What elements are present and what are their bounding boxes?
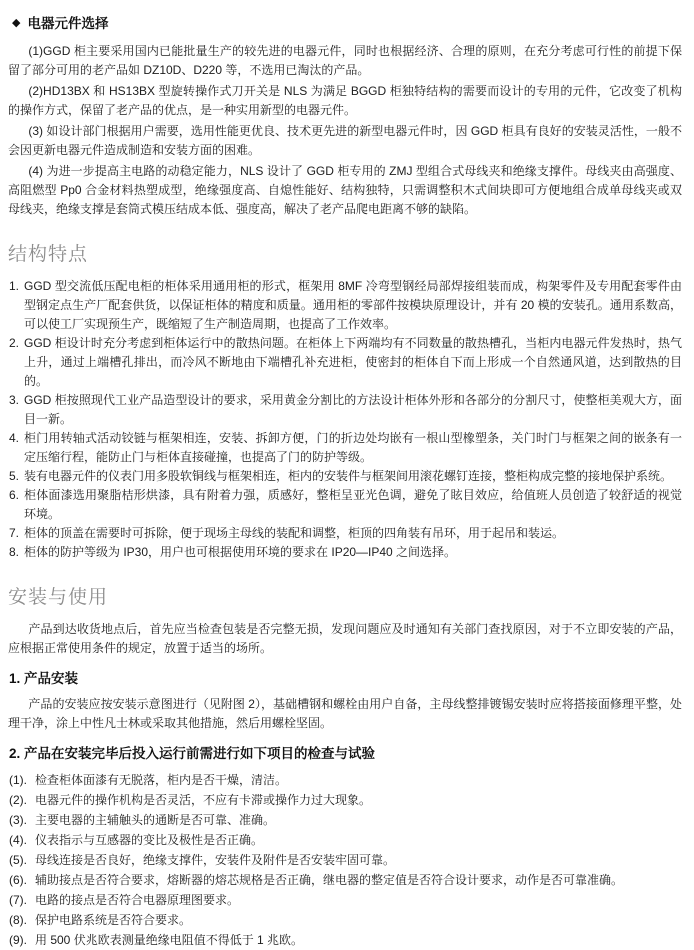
check-number: (7). [9, 893, 27, 907]
check-item-8 [9, 910, 682, 930]
feature-item-1 [9, 277, 682, 334]
check-text: 辅助接点是否符合要求，熔断器的熔芯规格是否正确，继电器的整定值是否符合设计要求，动作是否可靠准确。 [35, 873, 624, 887]
component-selection-paragraph-1: (1)GGD 柜主要采用国内已能批量生产的较先进的电器元件，同时也根据经济、合理的原则，在充分考虑可行性的前提下保留了部分可用的老产品如 DZ10D、D220 等，不选用已淘汰的产品。 [8, 44, 682, 77]
feature-item-3 [9, 391, 682, 429]
check-item-7 [9, 890, 682, 910]
feature-number: 1. [9, 279, 20, 293]
feature-number: 2. [9, 336, 20, 350]
check-text: 电路的接点是否符合电器原理图要求。 [35, 893, 240, 907]
subheading-pre-operation-checks: 2. 产品在安装完毕后投入运行前需进行如下项目的检查与试验 [9, 746, 376, 761]
check-text: 母线连接是否良好，绝缘支撑件，安装件及附件是否安装牢固可靠。 [35, 853, 396, 867]
feature-number: 5. [9, 469, 20, 483]
document-page [8, 12, 682, 950]
section-heading-structure-features: 结构特点 [8, 244, 89, 265]
feature-text: 柜体面漆选用聚脂桔形烘漆，具有附着力强，质感好，整柜呈亚光色调，避免了眩目效应，给值班人员创造了较舒适的视觉环境。 [24, 488, 682, 521]
feature-text: 柜门用转轴式活动铰链与框架相连，安装、拆卸方便，门的折边处均嵌有一根山型橡塑条，关门时门与框架之间的嵌条有一定压缩行程，能防止门与柜体直接碰撞，也提高了门的防护等级。 [24, 431, 682, 464]
check-item-5 [9, 850, 682, 870]
feature-item-7 [9, 524, 682, 543]
component-selection-paragraph-2: (2)HD13BX 和 HS13BX 型旋转操作式刀开关是 NLS 为满足 BGGD 柜独特结构的需要而设计的专用的元件，它改变了机构的操作方式，保留了老产品的优点，是一种实用新型的电器元件。 [8, 84, 682, 117]
feature-number: 6. [9, 488, 20, 502]
feature-item-8 [9, 543, 682, 562]
feature-item-6 [9, 486, 682, 524]
feature-text: 柜体的防护等级为 IP30，用户也可根据使用环境的要求在 IP20—IP40 之间选择。 [24, 545, 457, 559]
check-number: (8). [9, 913, 27, 927]
feature-item-4 [9, 429, 682, 467]
feature-item-5 [9, 467, 682, 486]
diamond-bullet-icon: ◆ [12, 16, 21, 29]
component-selection-paragraph-4: (4) 为进一步提高主电路的动稳定能力，NLS 设计了 GGD 柜专用的 ZMJ 型组合式母线夹和绝缘支撑件。母线夹由高强度、高阻燃型 Pp0 合金材料热塑成型，绝缘强度高、自熄性能好、结构独特，只需调整积木式间块即可方便地组合成单母线夹或双母线夹，绝缘支撑是套筒式模压结成本低、强度高，解决了老产品爬电距离不够的缺陷。 [8, 164, 682, 216]
check-text: 检查柜体面漆有无脱落，柜内是否干燥，清洁。 [35, 773, 288, 787]
check-text: 用 500 伏兆欧表测量绝缘电阻值不得低于 1 兆欧。 [35, 933, 304, 947]
feature-text: 柜体的顶盖在需要时可拆除，便于现场主母线的装配和调整，柜顶的四角装有吊环，用于起吊和装运。 [24, 526, 565, 540]
check-number: (5). [9, 853, 27, 867]
feature-item-2 [9, 334, 682, 391]
check-item-2 [9, 790, 682, 810]
feature-number: 4. [9, 431, 20, 445]
feature-text: 装有电器元件的仪表门用多股软铜线与框架相连，柜内的安装件与框架间用滚花螺钉连接，整柜构成完整的接地保护系统。 [24, 469, 673, 483]
check-item-3 [9, 810, 682, 830]
check-number: (4). [9, 833, 27, 847]
feature-number: 7. [9, 526, 20, 540]
section-title-text: 电器元件选择 [27, 16, 109, 31]
check-number: (1). [9, 773, 27, 787]
feature-text: GGD 柜按照现代工业产品造型设计的要求，采用黄金分割比的方法设计柜体外形和各部分的分割尺寸，使整柜美观大方，面目一新。 [24, 393, 682, 426]
installation-procedure-paragraph: 产品的安装应按安装示意图进行（见附图 2），基础槽钢和螺栓由用户自备，主母线整排镀锡安装时应将搭接面修理平整，处理干净，涂上中性凡士林或采取其他措施，然后用螺栓坚固。 [8, 697, 682, 730]
check-item-4 [9, 830, 682, 850]
check-text: 电器元件的操作机构是否灵活，不应有卡滞或操作力过大现象。 [35, 793, 372, 807]
check-number: (3). [9, 813, 27, 827]
check-item-1 [9, 770, 682, 790]
installation-intro-paragraph: 产品到达收货地点后，首先应当检查包装是否完整无损，发现问题应及时通知有关部门查找原因，对于不立即安装的产品，应根据正常使用条件的规定，放置于适当的场所。 [8, 622, 682, 655]
section-title-component-selection [12, 12, 682, 32]
check-number: (6). [9, 873, 27, 887]
check-text: 仪表指示与互感器的变比及极性是否正确。 [35, 833, 264, 847]
feature-text: GGD 型交流低压配电柜的柜体采用通用柜的形式，框架用 8MF 冷弯型钢经局部焊接组装而成，构架零件及专用配套零件由型钢定点生产厂配套供货，以保证柜体的精度和质量。通用柜的零部件按模块原理设计，并有 20 模的安装孔。通用系数高，可以使工厂实现预生产，既缩短了生产制造周期，也提高了工作效率。 [24, 279, 682, 331]
feature-number: 8. [9, 545, 20, 559]
check-number: (9). [9, 933, 27, 947]
component-selection-paragraph-3: (3) 如设计部门根据用户需要，选用性能更优良、技术更先进的新型电器元件时，因 GGD 柜具有良好的安装灵活性，一般不会因更新电器元件造成制造和安装方面的困难。 [8, 124, 682, 157]
section-heading-installation-use: 安装与使用 [8, 587, 109, 608]
check-item-6 [9, 870, 682, 890]
feature-text: GGD 柜设计时充分考虑到柜体运行中的散热问题。在柜体上下两端均有不同数量的散热槽孔，当柜内电器元件发热时，热气上升，通过上端槽孔排出，而冷风不断地由下端槽孔补充进柜，使密封的柜体自下而上形成一个自然通风道，达到散热的目的。 [24, 336, 682, 388]
feature-number: 3. [9, 393, 20, 407]
subheading-product-installation: 1. 产品安装 [9, 671, 79, 686]
check-item-9 [9, 930, 682, 950]
check-number: (2). [9, 793, 27, 807]
check-text: 主要电器的主辅触头的通断是否可靠、准确。 [35, 813, 276, 827]
check-text: 保护电路系统是否符合要求。 [35, 913, 192, 927]
